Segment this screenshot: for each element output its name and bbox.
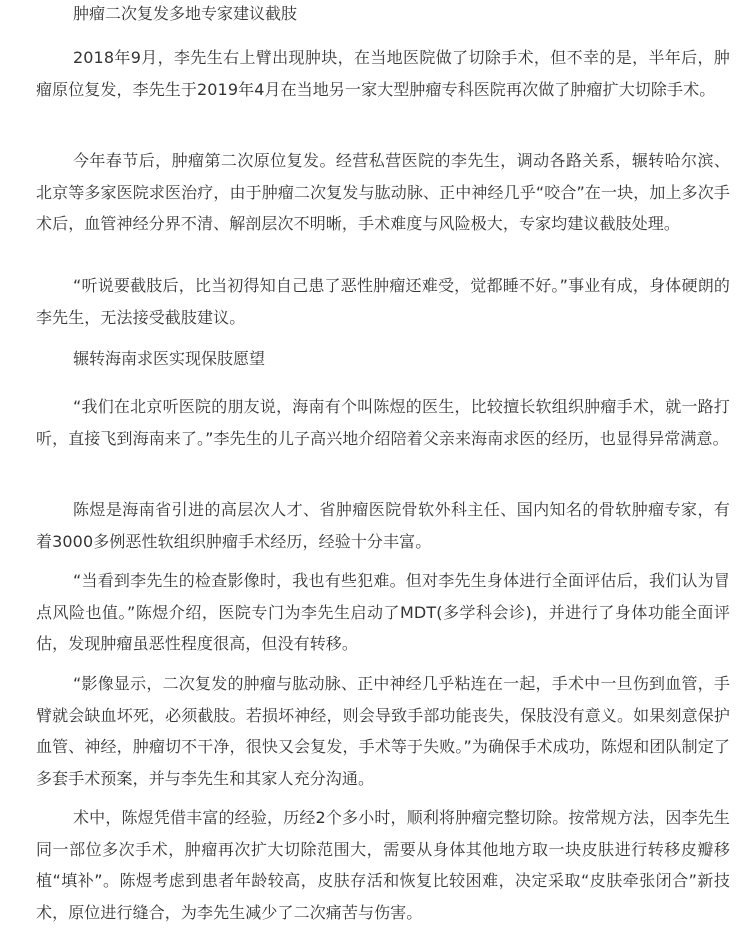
paragraph-3: “听说要截肢后，比当初得知自己患了恶性肿瘤还难受，觉都睡不好。”事业有成，身体硬朗的李先生，无法接受截肢建议。: [36, 276, 730, 327]
paragraph-8: 术中，陈煜凭借丰富的经验，历经2个多小时，顺利将肿瘤完整切除。按常规方法，因李先生同一部位多次手术，肿瘤再次扩大切除范围大，需要从身体其他地方取一块皮肤进行转移皮瓣移植“填补”。陈煜考虑到患者年龄较高，皮肤存活和恢复比较困难，决定采取“皮肤牵张闭合”新技术，原位进行缝合，为李先生减少了二次痛苦与伤害。: [36, 808, 730, 922]
paragraph-7: “影像显示，二次复发的肿瘤与肱动脉、正中神经几乎粘连在一起，手术中一旦伤到血管，手臂就会缺血坏死，必须截肢。若损坏神经，则会导致手部功能丧失，保肢没有意义。如果刻意保护血管、神经，肿瘤切不干净，很快又会复发，手术等于失败。”为确保手术成功，陈煜和团队制定了多套手术预案，并与李先生和其家人充分沟通。: [36, 674, 730, 788]
paragraph-4: “我们在北京听医院的朋友说，海南有个叫陈煜的医生，比较擅长软组织肿瘤手术，就一路打听，直接飞到海南来了。”李先生的儿子高兴地介绍陪着父亲来海南求医的经历，也显得异常满意。: [36, 397, 730, 448]
paragraph-2: 今年春节后，肿瘤第二次原位复发。经营私营医院的李先生，调动各路关系，辗转哈尔滨、北京等多家医院求医治疗，由于肿瘤二次复发与肱动脉、正中神经几乎“咬合”在一块，加上多次手术后，血管神经分界不清、解剖层次不明晰，手术难度与风险极大，专家均建议截肢处理。: [36, 151, 730, 233]
paragraph-6: “当看到李先生的检查影像时，我也有些犯难。但对李先生身体进行全面评估后，我们认为冒点风险也值。”陈煜介绍，医院专门为李先生启动了MDT(多学科会诊)，并进行了身体功能全面评估，发现肿瘤虽恶性程度很高，但没有转移。: [36, 571, 730, 653]
paragraph-1: 2018年9月，李先生右上臂出现肿块，在当地医院做了切除手术，但不幸的是，半年后，肿瘤原位复发，李先生于2019年4月在当地另一家大型肿瘤专科医院再次做了肿瘤扩大切除手术。: [36, 48, 730, 99]
section-heading-1: 肿瘤二次复发多地专家建议截肢: [73, 4, 298, 23]
paragraph-5: 陈煜是海南省引进的高层次人才、省肿瘤医院骨软外科主任、国内知名的骨软肿瘤专家，有着3000多例恶性软组织肿瘤手术经历，经验十分丰富。: [36, 500, 730, 551]
section-heading-2: 辗转海南求医实现保肢愿望: [73, 349, 266, 368]
